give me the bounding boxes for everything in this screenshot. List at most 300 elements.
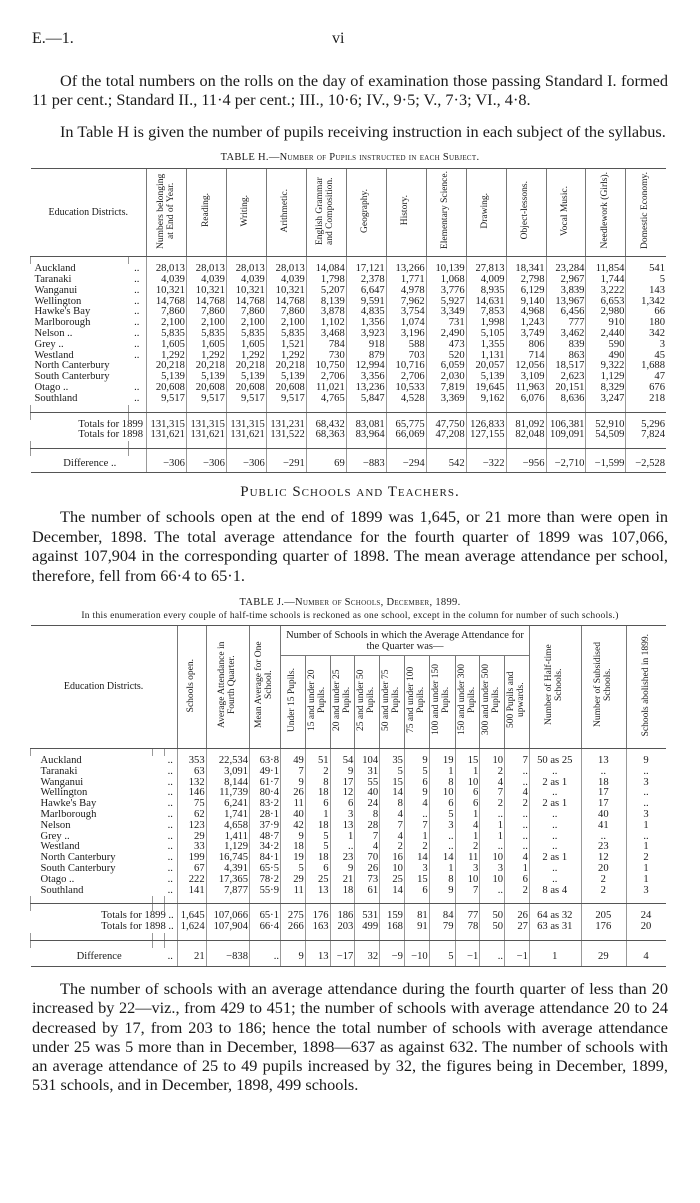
table-cell: 82,048 [506, 430, 546, 441]
spacer-cell [380, 933, 405, 941]
table-row [31, 832, 667, 843]
table-cell: .. [480, 842, 505, 853]
spacer-cell [305, 904, 330, 912]
column-header-bracket-0 [281, 656, 306, 749]
district-name: Southland [40, 885, 84, 896]
table-cell: 66 [626, 307, 666, 318]
table-cell: 11 [281, 886, 306, 897]
table-cell: 4,009 [466, 275, 506, 286]
table-cell: 106,381 [546, 420, 586, 431]
table-cell: 13 [305, 886, 330, 897]
column-header-bracket-4-label: 50 and under 75 Pupils. [381, 669, 402, 731]
table-cell: 50 [480, 922, 505, 933]
table-cell: 34·2 [250, 842, 281, 853]
table-cell: .. [330, 842, 355, 853]
spacer-cell [152, 904, 164, 912]
table-cell: 28,013 [266, 264, 306, 275]
column-header-8-label: Drawing. [480, 192, 491, 229]
spacer-cell [31, 412, 129, 420]
district-name: Marlborough [34, 318, 91, 329]
spacer-cell [627, 904, 666, 912]
table-cell: −306 [186, 456, 226, 473]
spacer-cell [31, 449, 129, 457]
table-cell: 33 [177, 842, 206, 853]
table-cell: 342 [626, 329, 666, 340]
table-cell: 2,623 [546, 372, 586, 383]
table-cell: 3,878 [306, 307, 346, 318]
table-cell: 2,100 [147, 318, 187, 329]
table-cell: −1 [505, 948, 530, 967]
spacer-cell [429, 941, 455, 949]
table-cell: .. [627, 788, 666, 799]
table-cell: 7,860 [186, 307, 226, 318]
spacer-cell [177, 749, 206, 757]
spacer-cell [380, 896, 405, 904]
table-cell: 2,706 [386, 372, 426, 383]
column-header-tail-2 [627, 626, 666, 749]
table-cell: 3,091 [206, 767, 249, 778]
table-cell: 1,129 [586, 372, 626, 383]
table-cell: 131,522 [266, 430, 306, 441]
table-cell: 18 [581, 778, 626, 789]
table-cell: .. [529, 810, 581, 821]
spacer-cell [480, 933, 505, 941]
spacer-cell [31, 933, 153, 941]
table-cell: 84·1 [250, 853, 281, 864]
spacer-cell [305, 749, 330, 757]
table-cell: 20,608 [186, 383, 226, 394]
table-row [31, 383, 667, 394]
spacer-cell [152, 749, 164, 757]
table-cell: 66·4 [250, 922, 281, 933]
table-cell: 40 [355, 788, 380, 799]
column-header-tail-0 [529, 626, 581, 749]
table-cell: 3,462 [546, 329, 586, 340]
table-row [31, 810, 667, 821]
table-cell: .. [529, 864, 581, 875]
district-name: Hawke's Bay [40, 799, 97, 810]
table-cell: 47 [626, 372, 666, 383]
table-cell: 1 [627, 864, 666, 875]
spacer-cell [505, 933, 530, 941]
table-cell: 17 [581, 799, 626, 810]
table-cell: 9 [404, 756, 429, 767]
table-cell: 199 [177, 853, 206, 864]
table-cell: .. [480, 886, 505, 897]
table-cell: 1,131 [466, 351, 506, 362]
spacer-cell [330, 904, 355, 912]
leader-dots: .. [134, 318, 140, 329]
spacer-cell [177, 933, 206, 941]
table-cell: 14,084 [306, 264, 346, 275]
spacer-cell [429, 933, 455, 941]
table-cell: 1,292 [266, 351, 306, 362]
table-cell: 141 [177, 886, 206, 897]
table-cell: 2 [480, 799, 505, 810]
table-cell: 1 [505, 864, 530, 875]
spacer-cell [626, 405, 666, 413]
table-cell: 7 [404, 821, 429, 832]
table-cell: 23,284 [546, 264, 586, 275]
column-header-2 [226, 168, 266, 257]
table-cell: 10 [455, 778, 480, 789]
table-cell: 5,207 [306, 286, 346, 297]
column-header-bracket-9-label: 500 Pupils and upwards. [506, 672, 526, 729]
table-cell: 5 [305, 842, 330, 853]
table-cell: 3,247 [586, 394, 626, 405]
leader-dots: .. [167, 756, 173, 767]
table-cell: 2 [455, 842, 480, 853]
column-header-bracket-5-label: 75 and under 100 Pupils. [406, 667, 426, 734]
table-cell: 3 [429, 821, 455, 832]
table-cell: 839 [546, 340, 586, 351]
table-cell: 6 [404, 778, 429, 789]
spacer-cell [355, 941, 380, 949]
spacer-cell [546, 257, 586, 265]
table-cell: 2 [581, 886, 626, 897]
spacer-cell [404, 904, 429, 912]
table-cell: 9 [627, 756, 666, 767]
spacer-cell [404, 896, 429, 904]
column-header-bracket-6 [429, 656, 455, 749]
spacer-cell [346, 412, 386, 420]
leader-dots [152, 853, 164, 864]
leader-dots [152, 756, 164, 767]
table-cell: 8 [355, 810, 380, 821]
table-cell: 37·9 [250, 821, 281, 832]
spacer-cell [429, 904, 455, 912]
table-cell: 7 [380, 821, 405, 832]
table-row [31, 788, 667, 799]
district-name: North Canterbury [34, 361, 110, 372]
table-cell: .. [581, 832, 626, 843]
spacer-cell [404, 941, 429, 949]
table-cell: 2 [480, 767, 505, 778]
table-row [31, 886, 667, 897]
table-cell: 9 [281, 832, 306, 843]
spacer-cell [226, 412, 266, 420]
table-cell: 1 [529, 948, 581, 967]
table-cell: 4 [505, 788, 530, 799]
column-header-bracket-7 [455, 656, 480, 749]
table-cell: 29 [177, 832, 206, 843]
table-j-note: In this enumeration every couple of half-time schools is reckoned as one school, except in the column for number of such schools.) [81, 611, 619, 622]
table-cell: 1,068 [426, 275, 466, 286]
spacer-cell [147, 449, 187, 457]
leader-dots [152, 864, 164, 875]
table-cell: 9,322 [586, 361, 626, 372]
column-header-lead-1 [206, 626, 249, 749]
spacer-cell [386, 412, 426, 420]
column-header-2-label: Writing. [240, 194, 251, 227]
spacer-cell [281, 941, 306, 949]
table-cell: 28 [355, 821, 380, 832]
spacer-cell [186, 441, 226, 449]
table-cell: 13,236 [346, 383, 386, 394]
table-cell: 5,927 [426, 297, 466, 308]
table-cell: 1,771 [386, 275, 426, 286]
table-cell: 55·9 [250, 886, 281, 897]
column-header-3 [266, 168, 306, 257]
table-cell: 11,739 [206, 788, 249, 799]
spacer-cell [206, 749, 249, 757]
table-cell: 126,833 [466, 420, 506, 431]
spacer-cell [31, 941, 153, 949]
column-header-9-label: Object-lessons. [520, 181, 531, 240]
table-cell: 2,798 [506, 275, 546, 286]
spacer-cell [581, 904, 626, 912]
table-cell: .. [627, 767, 666, 778]
table-cell: 4,039 [226, 275, 266, 286]
leader-dots [152, 832, 164, 843]
table-cell: 15 [404, 875, 429, 886]
table-cell: .. [429, 842, 455, 853]
column-group-header: Number of Schools in which the Average Attendance for the Quarter was— [281, 626, 530, 656]
table-cell: 9,517 [147, 394, 187, 405]
table-cell: 28,013 [147, 264, 187, 275]
column-header-bracket-8-label: 300 and under 500 Pupils. [481, 664, 502, 736]
table-cell: 4 [480, 778, 505, 789]
spacer-cell [426, 412, 466, 420]
spacer-cell [505, 904, 530, 912]
table-cell: .. [505, 832, 530, 843]
spacer-cell [226, 449, 266, 457]
table-cell: 6 [505, 875, 530, 886]
row-spacer [31, 449, 667, 457]
spacer-cell [31, 896, 153, 904]
table-cell: 11 [455, 853, 480, 864]
table-cell: 52,910 [586, 420, 626, 431]
table-cell: 2,100 [226, 318, 266, 329]
table-cell: 5,139 [147, 372, 187, 383]
spacer-cell [380, 749, 405, 757]
table-cell: 19 [429, 756, 455, 767]
table-cell: 3,839 [546, 286, 586, 297]
table-cell: 2,100 [186, 318, 226, 329]
table-cell: 863 [546, 351, 586, 362]
table-cell: 107,904 [206, 922, 249, 933]
paragraph-table-h-intro: In Table H is given the number of pupils receiving instruction in each subject of the syllabus. [60, 122, 666, 141]
table-cell: .. [529, 821, 581, 832]
table-cell: 7 [505, 756, 530, 767]
table-cell: 32 [355, 948, 380, 967]
spacer-cell [206, 933, 249, 941]
leader-dots: .. [167, 799, 173, 810]
spacer-cell [455, 933, 480, 941]
table-cell: .. [505, 778, 530, 789]
spacer-cell [466, 441, 506, 449]
table-cell: 3,749 [506, 329, 546, 340]
table-row [31, 340, 667, 351]
table-cell: 7,819 [426, 383, 466, 394]
table-cell: 10 [480, 853, 505, 864]
table-cell: 17,365 [206, 875, 249, 886]
table-cell: 20,218 [186, 361, 226, 372]
table-cell: 55 [355, 778, 380, 789]
table-cell: 104 [355, 756, 380, 767]
table-j-title: TABLE J.—Number of Schools, December, 1899. [239, 597, 461, 609]
table-cell: 520 [426, 351, 466, 362]
totals-label: Totals for 1898 .. [101, 922, 174, 933]
district-name: Westland [40, 842, 80, 853]
leader-dots [152, 842, 164, 853]
table-cell: 77 [455, 911, 480, 922]
spacer-cell [480, 904, 505, 912]
spacer-cell [306, 405, 346, 413]
table-cell: 1 [627, 821, 666, 832]
spacer-cell [305, 941, 330, 949]
spacer-cell [165, 904, 177, 912]
leader-dots [152, 799, 164, 810]
difference-row [31, 948, 667, 967]
table-cell: 3,923 [346, 329, 386, 340]
table-cell: 40 [581, 810, 626, 821]
leader-dots [152, 778, 164, 789]
table-cell: 1,129 [206, 842, 249, 853]
spacer-cell [455, 896, 480, 904]
table-cell: 777 [546, 318, 586, 329]
table-cell: 47,208 [426, 430, 466, 441]
leader-dots: .. [134, 393, 140, 404]
totals-row [31, 430, 667, 441]
table-cell: 176 [581, 922, 626, 933]
district-name: Wellington [40, 788, 88, 799]
table-cell: 7 [355, 832, 380, 843]
table-cell: 7,860 [226, 307, 266, 318]
table-cell: 6 [429, 799, 455, 810]
table-cell: .. [581, 767, 626, 778]
table-cell: 1 [455, 832, 480, 843]
spacer-cell [177, 896, 206, 904]
row-spacer [31, 904, 667, 912]
table-cell: 75 [177, 799, 206, 810]
leader-dots: .. [167, 831, 173, 842]
table-row [31, 318, 667, 329]
table-cell: 20,151 [546, 383, 586, 394]
totals-label: Totals for 1899 [78, 419, 143, 430]
column-header-district: Education Districts. [31, 168, 147, 257]
table-cell: 19,645 [466, 383, 506, 394]
table-cell: 5,835 [147, 329, 187, 340]
spacer-cell [305, 933, 330, 941]
table-cell: 20,218 [266, 361, 306, 372]
table-row [31, 307, 667, 318]
table-cell: 8,144 [206, 778, 249, 789]
column-header-bracket-7-label: 150 and under 300 Pupils. [456, 664, 477, 736]
table-cell: 131,621 [226, 430, 266, 441]
table-cell: 49·1 [250, 767, 281, 778]
spacer-cell [330, 749, 355, 757]
table-cell: 6 [305, 799, 330, 810]
table-cell: 1,624 [177, 922, 206, 933]
table-cell: 9,162 [466, 394, 506, 405]
leader-dots: .. [167, 820, 173, 831]
spacer-cell [129, 441, 147, 449]
table-cell: 65,775 [386, 420, 426, 431]
table-cell: 10,533 [386, 383, 426, 394]
table-cell: 14 [429, 853, 455, 864]
table-cell: 18,517 [546, 361, 586, 372]
table-cell: 9 [330, 864, 355, 875]
table-cell: 13 [330, 821, 355, 832]
table-cell: 1,292 [186, 351, 226, 362]
table-cell: .. [529, 767, 581, 778]
table-cell: 8 [305, 778, 330, 789]
table-cell: 27 [505, 922, 530, 933]
table-row [31, 799, 667, 810]
table-cell: 31 [355, 767, 380, 778]
spacer-cell [546, 405, 586, 413]
table-cell: 588 [386, 340, 426, 351]
table-cell: 107,066 [206, 911, 249, 922]
spacer-cell [147, 441, 187, 449]
spacer-cell [466, 449, 506, 457]
table-cell: 54 [330, 756, 355, 767]
leader-dots: .. [167, 788, 173, 799]
column-header-1-label: Reading. [200, 193, 211, 228]
spacer-cell [206, 904, 249, 912]
table-cell: 6,059 [426, 361, 466, 372]
table-cell: 20,608 [147, 383, 187, 394]
table-cell: 542 [426, 456, 466, 473]
table-cell: −956 [506, 456, 546, 473]
table-cell: 14 [380, 788, 405, 799]
table-cell: 1 [429, 767, 455, 778]
spacer-cell [581, 749, 626, 757]
leader-dots [152, 821, 164, 832]
column-header-0 [147, 168, 187, 257]
column-header-lead-2 [250, 626, 281, 749]
table-j [30, 625, 666, 967]
table-cell: .. [627, 799, 666, 810]
row-spacer [31, 896, 667, 904]
spacer-cell [281, 904, 306, 912]
spacer-cell [386, 449, 426, 457]
table-cell: 1 [330, 832, 355, 843]
table-cell: 83,964 [346, 430, 386, 441]
spacer-cell [31, 405, 129, 413]
table-cell: 5 [429, 948, 455, 967]
column-header-district: Education Districts. [31, 626, 178, 749]
table-cell: 26 [355, 864, 380, 875]
table-cell: 3,356 [346, 372, 386, 383]
leader-dots: .. [134, 275, 140, 286]
spacer-cell [429, 749, 455, 757]
table-cell: 6 [404, 886, 429, 897]
table-cell: 9 [281, 778, 306, 789]
table-cell: 6,647 [346, 286, 386, 297]
spacer-cell [281, 749, 306, 757]
spacer-cell [546, 412, 586, 420]
table-cell: 5,296 [626, 420, 666, 431]
spacer-cell [466, 412, 506, 420]
spacer-cell [165, 749, 177, 757]
spacer-cell [152, 896, 164, 904]
table-cell: 266 [281, 922, 306, 933]
leader-dots [152, 875, 164, 886]
column-header-4 [306, 168, 346, 257]
table-cell: 2 as 1 [529, 778, 581, 789]
table-cell: 1,521 [266, 340, 306, 351]
table-cell: 2 [505, 799, 530, 810]
table-cell: .. [529, 842, 581, 853]
leader-dots: .. [167, 853, 173, 864]
spacer-cell [305, 896, 330, 904]
table-cell: 222 [177, 875, 206, 886]
table-cell: 7 [480, 788, 505, 799]
table-cell: 9,517 [226, 394, 266, 405]
spacer-cell [31, 441, 129, 449]
